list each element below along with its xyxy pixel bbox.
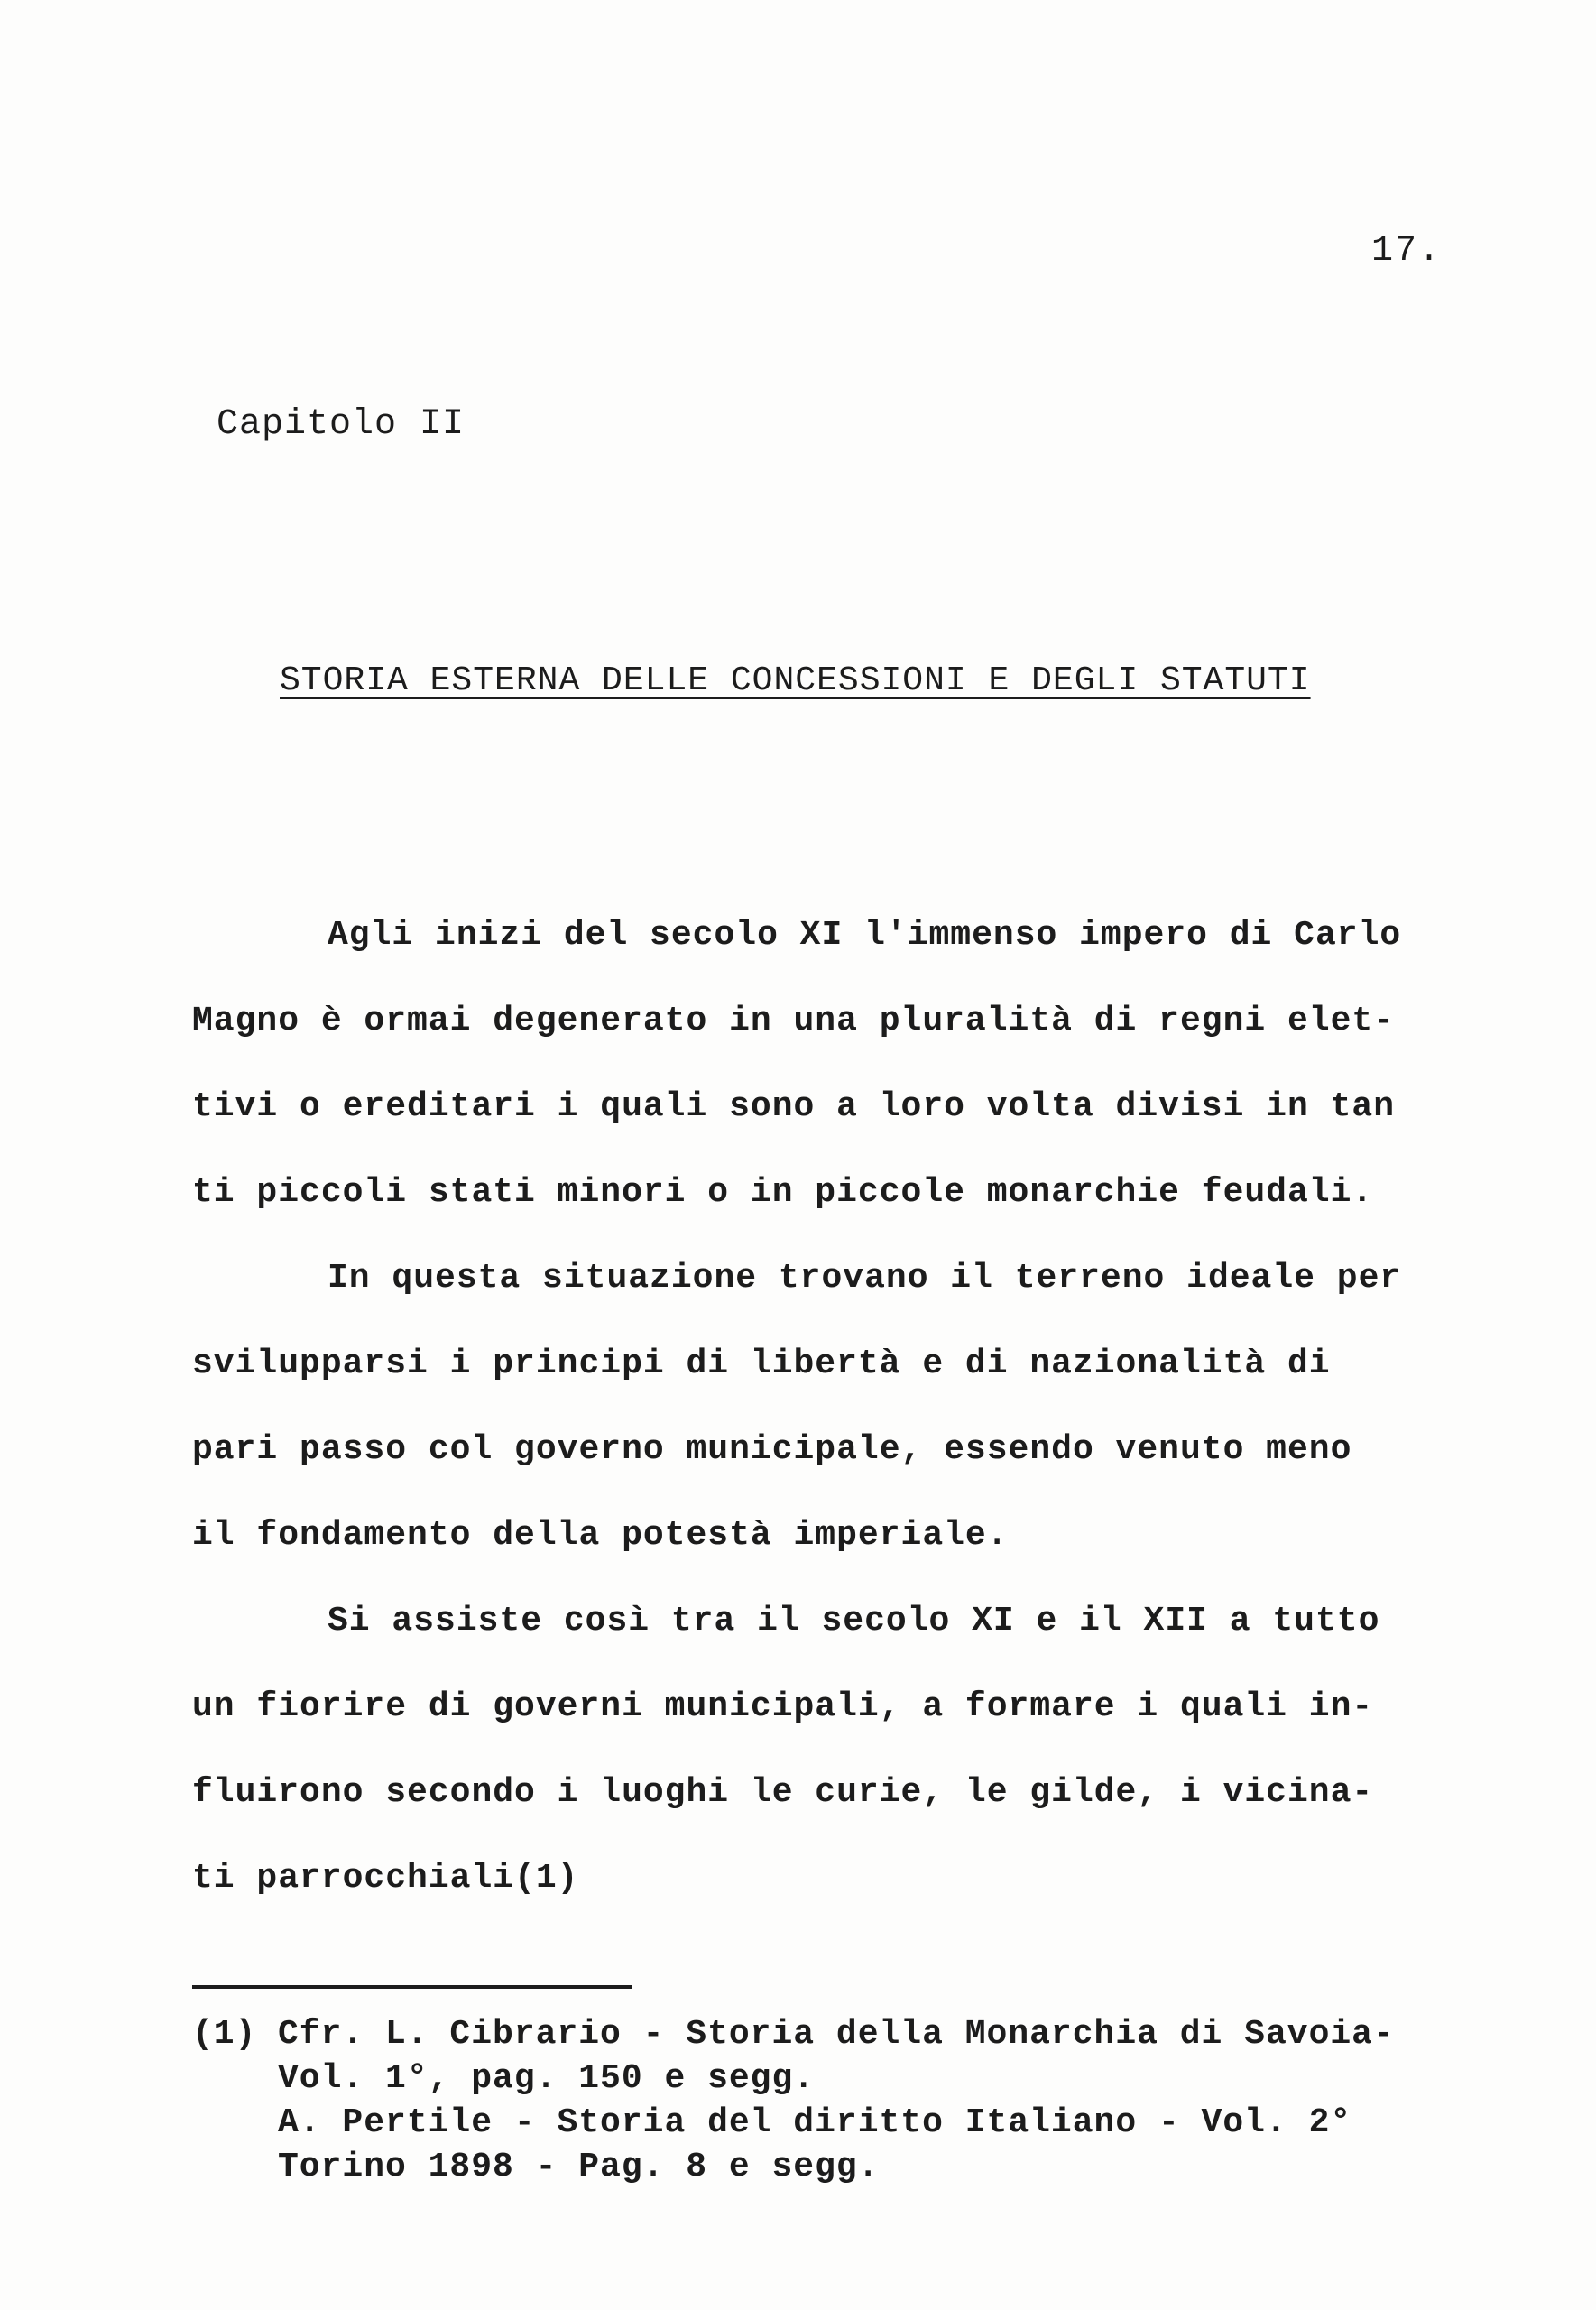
footnote-line-1: Cfr. L. Cibrario - Storia della Monarchia di Savoia- xyxy=(278,2015,1395,2054)
paragraph-3-line-4: ti parrocchiali(1) xyxy=(192,1859,579,1898)
paragraph-3-line-1: Si assiste così tra il secolo XI e il XII a tutto xyxy=(328,1602,1380,1640)
paragraph-3-line-3: fluirono secondo i luoghi le curie, le gilde, i vicina- xyxy=(192,1773,1374,1812)
chapter-title: STORIA ESTERNA DELLE CONCESSIONI E DEGLI STATUTI xyxy=(280,661,1311,700)
footnote-marker: (1) xyxy=(192,2015,257,2054)
footnote-line-4: Torino 1898 - Pag. 8 e segg. xyxy=(278,2148,880,2186)
paragraph-2-line-4: il fondamento della potestà imperiale. xyxy=(192,1516,1009,1555)
paragraph-1-line-1: Agli inizi del secolo XI l'immenso impero di Carlo xyxy=(328,916,1402,955)
paragraph-3-line-2: un fiorire di governi municipali, a formare i quali in- xyxy=(192,1687,1374,1726)
footnote-divider xyxy=(192,1985,632,1989)
paragraph-1-line-3: tivi o ereditari i quali sono a loro volta divisi in tan xyxy=(192,1087,1396,1126)
paragraph-2-line-2: svilupparsi i principi di libertà e di nazionalità di xyxy=(192,1344,1331,1383)
page-number: 17. xyxy=(1371,231,1443,272)
footnote-line-2: Vol. 1°, pag. 150 e segg. xyxy=(278,2059,816,2098)
paragraph-2-line-3: pari passo col governo municipale, essendo venuto meno xyxy=(192,1430,1352,1469)
footnote-line-3: A. Pertile - Storia del diritto Italiano - Vol. 2° xyxy=(278,2103,1352,2142)
chapter-label: Capitolo II xyxy=(217,404,466,445)
paragraph-2-line-1: In questa situazione trovano il terreno ideale per xyxy=(328,1259,1402,1298)
paragraph-1-line-2: Magno è ormai degenerato in una pluralità di regni elet- xyxy=(192,1002,1396,1040)
paragraph-1-line-4: ti piccoli stati minori o in piccole monarchie feudali. xyxy=(192,1173,1374,1212)
